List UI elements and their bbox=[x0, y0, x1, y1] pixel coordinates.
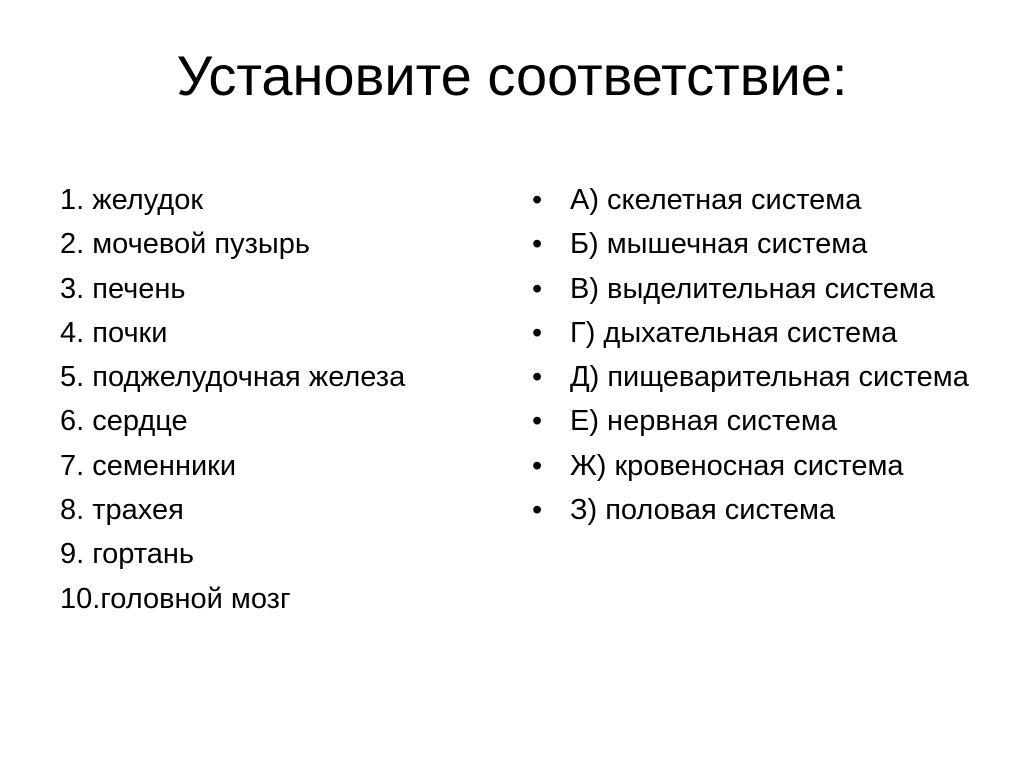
organ-item: 5. поджелудочная железа bbox=[60, 361, 406, 394]
system-item bbox=[530, 316, 1000, 351]
bullet-icon: • bbox=[532, 184, 543, 216]
system-item bbox=[530, 404, 1000, 439]
bullet-icon: • bbox=[532, 449, 543, 482]
organ-item: 1. желудок bbox=[60, 184, 204, 216]
bullet-icon: • bbox=[532, 228, 543, 261]
bullet-icon: • bbox=[532, 405, 543, 438]
organ-item: 8. трахея bbox=[60, 494, 184, 527]
organ-item: 10.головной мозг bbox=[60, 582, 291, 615]
bullet-icon: • bbox=[532, 494, 543, 527]
slide-title: Установите соответствие: bbox=[176, 44, 848, 107]
system-list bbox=[530, 183, 1000, 537]
system-item bbox=[530, 227, 1000, 262]
organ-list bbox=[60, 183, 500, 626]
organ-item: 2. мочевой пузырь bbox=[60, 228, 310, 261]
organ-item: 7. семенники bbox=[60, 449, 237, 482]
system-item-label: Д) пищеварительная система bbox=[570, 361, 969, 394]
system-item bbox=[530, 183, 1000, 218]
system-item bbox=[530, 360, 1000, 395]
system-item bbox=[530, 449, 1000, 484]
organ-item: 4. почки bbox=[60, 316, 168, 349]
bullet-icon: • bbox=[532, 361, 543, 394]
system-item-label: З) половая система bbox=[570, 494, 836, 527]
organ-item: 9. гортань bbox=[60, 538, 195, 571]
organ-item: 3. печень bbox=[60, 272, 186, 305]
system-item-label: Е) нервная система bbox=[570, 405, 837, 438]
system-item-label: В) выделительная система bbox=[570, 272, 935, 305]
bullet-icon: • bbox=[532, 272, 543, 305]
organ-item: 6. сердце bbox=[60, 405, 188, 438]
system-item-label: Ж) кровеносная система bbox=[570, 449, 904, 482]
system-item-label: Г) дыхательная система bbox=[570, 316, 898, 349]
system-item-label: А) скелетная система bbox=[570, 184, 862, 216]
system-item bbox=[530, 493, 1000, 528]
system-item bbox=[530, 272, 1000, 307]
bullet-icon: • bbox=[532, 316, 543, 349]
system-item-label: Б) мышечная система bbox=[570, 228, 868, 261]
